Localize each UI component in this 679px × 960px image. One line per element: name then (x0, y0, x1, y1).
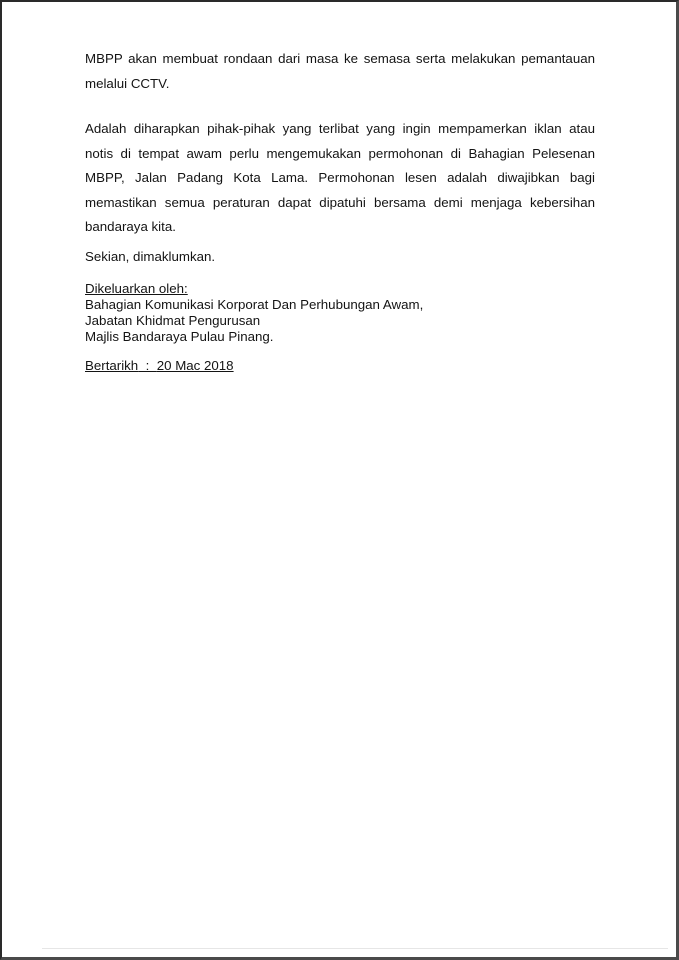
date-label: Bertarikh (85, 358, 139, 373)
closing-statement: Sekian, dimaklumkan. (85, 249, 216, 264)
page-bottom-rule (42, 948, 668, 949)
issuer-council: Majlis Bandaraya Pulau Pinang. (85, 329, 274, 344)
issuer-department: Jabatan Khidmat Pengurusan (85, 313, 261, 328)
date-line (85, 358, 234, 374)
paragraph-monitoring (85, 47, 595, 96)
date-value: 20 Mac 2018 (156, 358, 234, 373)
issuer-heading: Dikeluarkan oleh: (85, 281, 188, 296)
paragraph-line: Adalah diharapkan pihak-pihak yang terlibat yang ingin mempamerkan iklan atau (85, 121, 595, 136)
paragraph-line: memastikan semua peraturan dapat dipatuhi bersama demi menjaga kebersihan (85, 194, 595, 210)
issuer-block (85, 281, 423, 345)
issuer-division: Bahagian Komunikasi Korporat Dan Perhubungan Awam, (85, 297, 424, 312)
paragraph-line: bandaraya kita. (85, 219, 176, 234)
paragraph-line: notis di tempat awam perlu mengemukakan permohonan di Bahagian Pelesenan (85, 145, 595, 161)
paragraph-line: MBPP akan membuat rondaan dari masa ke semasa serta melakukan pemantauan (85, 51, 595, 66)
paragraph-line: melalui CCTV. (85, 75, 170, 91)
date-separator: : (138, 358, 157, 373)
paragraph-line: MBPP, Jalan Padang Kota Lama. Permohonan lesen adalah diwajibkan bagi (85, 170, 595, 185)
paragraph-application (85, 117, 595, 240)
